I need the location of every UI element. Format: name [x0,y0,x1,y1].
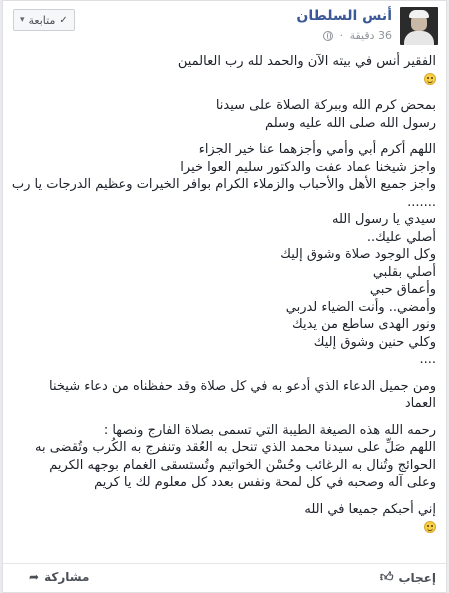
post-line-text: وكل الوجود صلاة وشوق إليك [280,247,436,262]
post-line-text: الفقير أنس في بيته الآن والحمد لله رب العالمين [177,54,436,69]
post-line [11,229,436,247]
globe-icon [323,31,333,41]
post-line [11,53,436,71]
post-line-text: بمحض كرم الله وببركة الصلاة على سيدنا [215,98,436,113]
post-line [11,159,436,177]
smiley-icon [424,73,436,85]
post-actions [3,563,446,592]
post-line [11,501,436,519]
follow-button-label: متابعة [28,13,56,27]
post-line-text: سيدي يا رسول الله [332,212,436,227]
share-icon: ➦ [29,570,40,584]
check-icon: ✓ [59,14,68,26]
post-line [11,518,436,536]
post-line-text: اللهم صَلِّ على سيدنا محمد الذي تنحل به العُقد وتنفرج به الكُرب وتُقضى به [35,440,436,455]
post-line [11,299,436,317]
post-line [11,334,436,352]
post-line [11,281,436,299]
post-line [11,141,436,159]
post-line [11,115,436,133]
post-line [11,264,436,282]
post-line-text: .... [419,352,436,367]
post-line-text: واجز جميع الأهل والأحباب والزملاء الكرام بوافر الخيرات وعظيم الدرجات يا رب [11,177,436,192]
post-line-text: وأمضي.. وأنت الضياء لدربي [285,299,436,315]
post-meta: 36 دقيقة · [319,29,392,42]
post-line-text: إني أحبكم جميعا في الله [304,501,436,517]
post-line-text: وكلي حنين وشوق إليك [313,334,436,350]
post-line [11,378,436,396]
post-line [11,176,436,194]
post-line-text: رحمه الله هذه الصيغة الطيبة التي تسمى بصلاة الفارج ونصها : [103,422,436,438]
post-line [11,246,436,264]
post-line [11,194,436,212]
post-line-text: العماد [404,396,436,411]
post-line-text: رسول الله صلى الله عليه وسلم [265,115,436,131]
post-line [11,439,436,457]
author-avatar[interactable] [400,7,438,45]
thumbs-up-icon: 👍︎ [379,570,394,585]
post-line [11,422,436,440]
like-button[interactable] [380,570,436,585]
post-line [11,395,436,413]
like-label: إعجاب [398,570,436,585]
post-line-text: أصلي بقلبي [372,264,436,280]
post-header [3,5,446,51]
share-button[interactable] [29,570,89,584]
post-line-text: ....... [407,194,436,210]
post-line [11,211,436,229]
post-line [11,71,436,89]
post-line-text: أصلي عليك.. [366,229,436,245]
share-label: مشاركة [44,570,90,584]
chevron-down-icon: ▾ [20,15,25,25]
post-line-text: ونور الهدى ساطع من يديك [292,317,436,332]
post-line-text: اللهم أكرم أبي وأمي وأجزهما عنا خير الجزاء [198,142,436,157]
post-line-text: وأعماق حبي [369,282,436,297]
author-name[interactable]: أنس السلطان [296,8,392,24]
post-line [11,474,436,492]
follow-button[interactable] [13,9,75,31]
post-line [11,316,436,334]
post-line [11,97,436,115]
post-line-text: الحوائج وتُنال به الرغائب وحُسْن الخواتيم وتُستسقى الغمام بوجهه الكريم [49,457,436,473]
post-card [2,0,447,593]
post-line [11,457,436,475]
post-line-text: ومن جميل الدعاء الذي أدعو به في كل صلاة وقد حفظناه من دعاء شيخنا [49,378,436,394]
post-line-text: وعلى آله وصحبه في كل لمحة ونفس بعدد كل معلوم لك يا كريم [94,475,436,490]
post-line-text: واجز شيخنا عماد عفت والدكتور سليم العوا خيرا [180,159,436,175]
smiley-icon [424,521,436,533]
post-line [11,351,436,369]
post-time[interactable]: 36 دقيقة [349,29,392,42]
post-body [11,53,436,536]
